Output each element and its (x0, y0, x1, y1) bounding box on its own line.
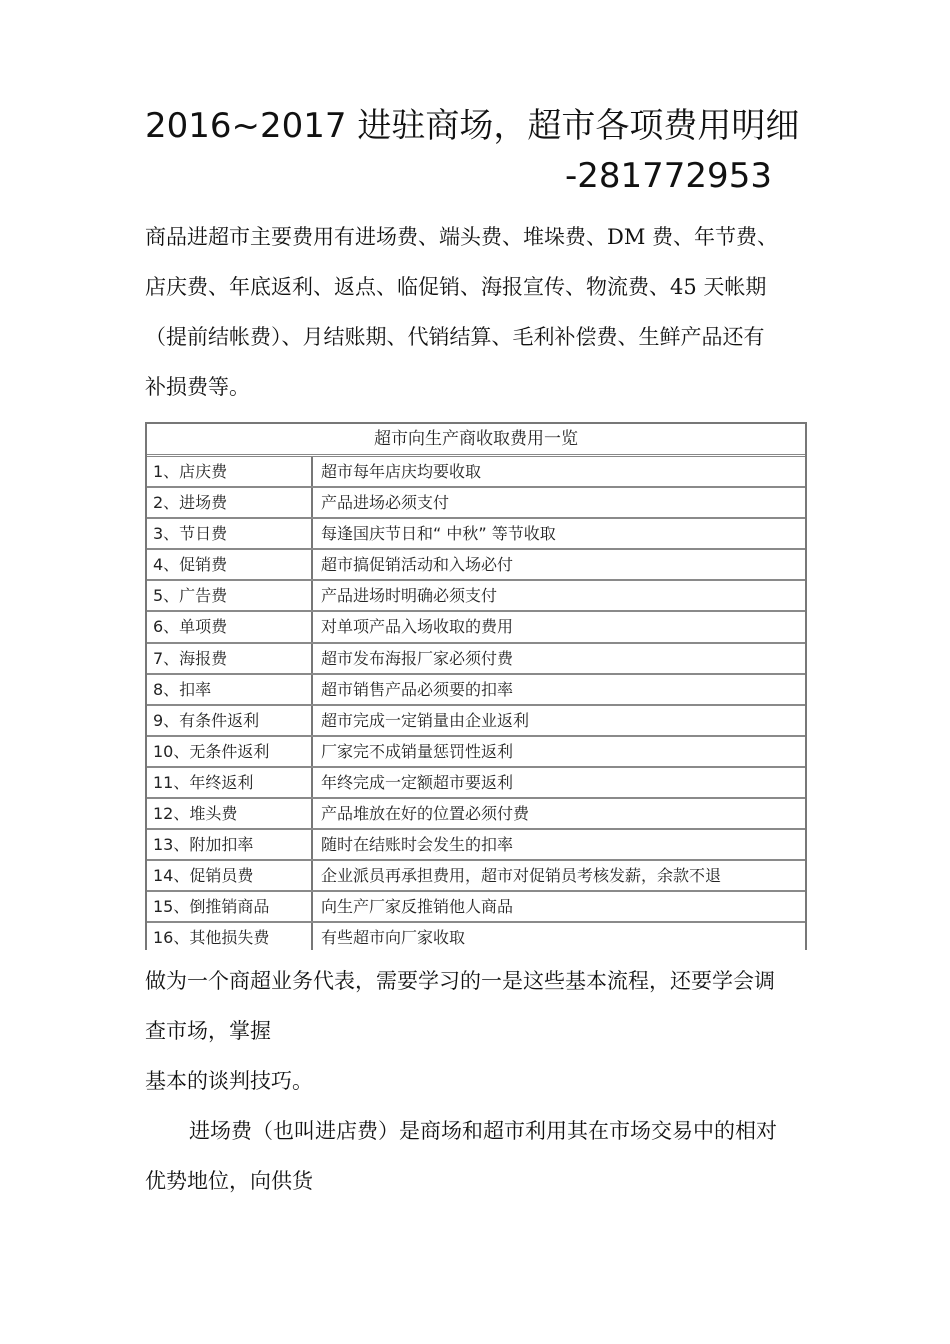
table-row (147, 799, 805, 830)
fee-description-cell: 超市搞促销活动和入场必付 (321, 555, 514, 575)
table-row (147, 612, 805, 643)
fee-description-cell: 企业派员再承担费用，超市对促销员考核发薪，余款不退 (321, 866, 722, 886)
fee-name-cell: 7、海报费 (147, 644, 313, 673)
intro-line: 补损费等。 (145, 375, 250, 399)
table-row (147, 488, 805, 519)
fee-name-cell: 3、节日费 (147, 519, 313, 548)
intro-paragraph (145, 212, 810, 412)
document-subtitle-number: -281772953 (565, 156, 772, 196)
table-row (147, 675, 805, 706)
fee-description-cell: 对单项产品入场收取的费用 (321, 617, 514, 637)
table-row (147, 923, 805, 950)
business-rep-paragraph (145, 956, 810, 1106)
table-row (147, 519, 805, 550)
fee-name-cell: 15、倒推销商品 (147, 892, 313, 921)
fee-description-cell: 厂家完不成销量惩罚性返利 (321, 741, 514, 761)
document-title: 2016~2017 进驻商场，超市各项费用明细 (145, 106, 800, 146)
fee-table (145, 422, 807, 950)
paragraph-line: 基本的谈判技巧。 (145, 1069, 313, 1093)
table-row (147, 768, 805, 799)
fee-description-cell: 随时在结账时会发生的扣率 (321, 835, 514, 855)
table-row (147, 737, 805, 768)
table-row (147, 644, 805, 675)
entry-fee-paragraph (145, 1106, 810, 1206)
fee-description-cell: 有些超市向厂家收取 (321, 928, 466, 948)
fee-description-cell: 年终完成一定额超市要返利 (321, 772, 514, 792)
fee-name-cell: 14、促销员费 (147, 861, 313, 890)
table-row (147, 892, 805, 923)
fee-description-cell: 产品进场必须支付 (321, 493, 450, 513)
paragraph-line: 优势地位，向供货 (145, 1169, 313, 1193)
table-row (147, 830, 805, 861)
fee-description-cell: 每逢国庆节日和“ 中秋” 等节收取 (321, 524, 556, 544)
table-row (147, 457, 805, 488)
fee-description-cell: 向生产厂家反推销他人商品 (321, 897, 514, 917)
fee-name-cell: 2、进场费 (147, 488, 313, 517)
fee-name-cell: 12、堆头费 (147, 799, 313, 828)
fee-name-cell: 6、单项费 (147, 612, 313, 641)
fee-description-cell: 产品进场时明确必须支付 (321, 586, 498, 606)
paragraph-line: 进场费（也叫进店费）是商场和超市利用其在市场交易中的相对 (189, 1119, 777, 1143)
table-row (147, 861, 805, 892)
fee-name-cell: 16、其他损失费 (147, 923, 313, 950)
fee-description-cell: 超市销售产品必须要的扣率 (321, 679, 514, 699)
fee-description-cell: 产品堆放在好的位置必须付费 (321, 804, 530, 824)
paragraph-line: 查市场，掌握 (145, 1019, 271, 1043)
table-row (147, 706, 805, 737)
fee-name-cell: 1、店庆费 (147, 457, 313, 486)
fee-name-cell: 13、附加扣率 (147, 830, 313, 859)
intro-line: 店庆费、年底返利、返点、临促销、海报宣传、物流费、45 天帐期 (145, 275, 767, 299)
fee-name-cell: 11、年终返利 (147, 768, 313, 797)
fee-table-header: 超市向生产商收取费用一览 (147, 424, 805, 457)
table-row (147, 550, 805, 581)
intro-line: 商品进超市主要费用有进场费、端头费、堆垛费、DM 费、年节费、 (145, 225, 779, 249)
fee-description-cell: 超市完成一定销量由企业返利 (321, 710, 530, 730)
fee-description-cell: 超市每年店庆均要收取 (321, 462, 482, 481)
fee-name-cell: 5、广告费 (147, 581, 313, 610)
fee-name-cell: 8、扣率 (147, 675, 313, 704)
table-row (147, 581, 805, 612)
fee-name-cell: 9、有条件返利 (147, 706, 313, 735)
fee-name-cell: 10、无条件返利 (147, 737, 313, 766)
fee-name-cell: 4、促销费 (147, 550, 313, 579)
paragraph-line: 做为一个商超业务代表，需要学习的一是这些基本流程，还要学会调 (145, 969, 775, 993)
fee-table-body (147, 457, 805, 950)
fee-description-cell: 超市发布海报厂家必须付费 (321, 648, 514, 668)
intro-line: （提前结帐费）、月结账期、代销结算、毛利补偿费、生鲜产品还有 (145, 325, 765, 349)
